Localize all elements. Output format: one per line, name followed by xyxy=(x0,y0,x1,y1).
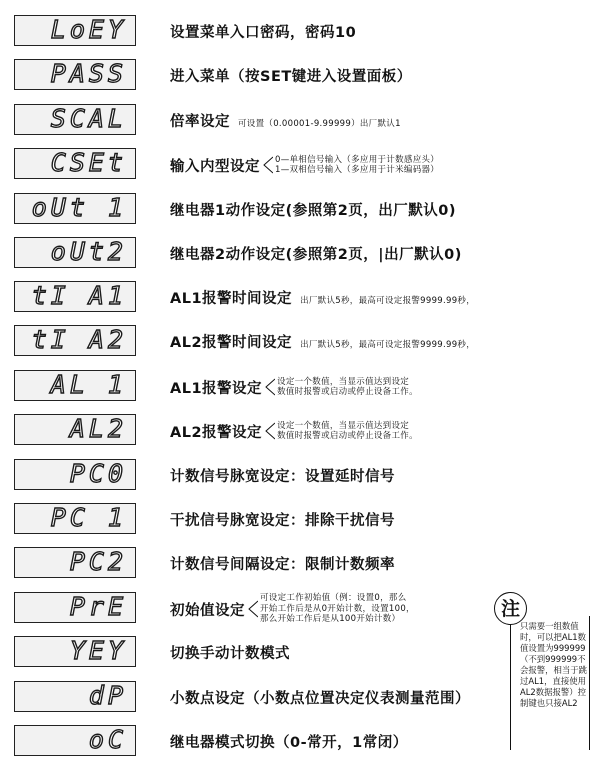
lcd-display xyxy=(14,370,136,401)
lcd-code: LoEY xyxy=(50,15,127,44)
lcd-display xyxy=(14,725,136,756)
row-description: 切换手动计数模式 xyxy=(170,646,290,662)
row-description xyxy=(170,587,415,631)
menu-row xyxy=(0,320,615,364)
bracket-icon xyxy=(263,155,273,175)
menu-row xyxy=(0,54,615,98)
lcd-display xyxy=(14,193,136,224)
row-title: AL1报警设定 xyxy=(170,380,263,397)
menu-row xyxy=(0,542,615,586)
row-description: 小数点设定（小数点位置决定仪表测量范围） xyxy=(170,691,470,707)
row-note: 可设置（0.00001-9.99999）出厂默认1 xyxy=(238,119,401,129)
lcd-code: YEY xyxy=(69,636,127,665)
lcd-code: PASS xyxy=(50,59,127,88)
bracket-icon xyxy=(248,599,258,619)
menu-row xyxy=(0,10,615,54)
option-line: 开始工作后是从0开始计数，设置100， xyxy=(260,603,415,614)
option-line: 那么开始工作后是从100开始计数） xyxy=(260,614,401,625)
menu-row xyxy=(0,365,615,409)
row-note: 出厂默认5秒，最高可设定报警9999.99秒， xyxy=(300,296,476,306)
row-description: 计数信号间隔设定：限制计数频率 xyxy=(170,557,395,573)
option-lines xyxy=(277,421,418,442)
row-description: 干扰信号脉宽设定：排除干扰信号 xyxy=(170,513,395,529)
lcd-code: PC2 xyxy=(69,547,127,576)
lcd-display xyxy=(14,15,136,46)
option-lines xyxy=(277,377,418,398)
row-title: 倍率设定 xyxy=(170,114,230,130)
lcd-display xyxy=(14,503,136,534)
row-description xyxy=(170,287,475,308)
row-description: 计数信号脉宽设定：设置延时信号 xyxy=(170,469,395,485)
lcd-code: oUt 1 xyxy=(31,193,127,222)
row-description: 继电器模式切换（0-常开，1常闭） xyxy=(170,735,408,751)
menu-row xyxy=(0,498,615,542)
option-line: 可设定工作初始值（例：设置0，那么 xyxy=(260,593,407,604)
lcd-code: AL2 xyxy=(69,414,127,443)
lcd-display xyxy=(14,414,136,445)
lcd-display xyxy=(14,681,136,712)
lcd-display xyxy=(14,104,136,135)
row-note: 出厂默认5秒，最高可设定报警9999.99秒， xyxy=(300,340,476,350)
option-line: 0—单相信号输入（多应用于计数感应头） xyxy=(275,154,440,165)
row-title: AL2报警时间设定 xyxy=(170,335,293,351)
option-line: 数值时报警或启动或停止设备工作。 xyxy=(277,431,418,441)
lcd-display xyxy=(14,281,136,312)
row-description xyxy=(170,110,401,131)
menu-row xyxy=(0,188,615,232)
row-description xyxy=(170,365,418,409)
row-description: 进入菜单（按SET键进入设置面板） xyxy=(170,69,412,85)
row-description: 继电器2动作设定(参照第2页，|出厂默认0) xyxy=(170,247,462,263)
lcd-code: PrE xyxy=(69,592,127,621)
lcd-display xyxy=(14,59,136,90)
lcd-display xyxy=(14,148,136,179)
lcd-code: PC 1 xyxy=(50,503,127,532)
menu-row xyxy=(0,276,615,320)
bracket-icon xyxy=(265,421,275,441)
lcd-code: oUt2 xyxy=(50,237,127,266)
lcd-display xyxy=(14,237,136,268)
row-title: AL1报警时间设定 xyxy=(170,291,293,307)
lcd-code: SCAL xyxy=(50,104,127,133)
note-badge: 注 xyxy=(494,592,527,625)
row-description: 继电器1动作设定(参照第2页，出厂默认0) xyxy=(170,203,457,219)
lcd-display xyxy=(14,547,136,578)
lcd-code: oC xyxy=(88,725,127,754)
lcd-code: tI A2 xyxy=(31,325,127,354)
row-title: 输入内型设定 xyxy=(170,158,260,175)
row-title: AL2报警设定 xyxy=(170,424,263,441)
option-lines xyxy=(275,155,439,176)
row-title: 初始值设定 xyxy=(170,602,245,619)
menu-row xyxy=(0,454,615,498)
option-line: 1—双相信号输入（多应用于计米编码器） xyxy=(275,165,440,175)
lcd-display xyxy=(14,325,136,356)
lcd-code: PC0 xyxy=(69,459,127,488)
menu-row xyxy=(0,409,615,453)
lcd-display xyxy=(14,636,136,667)
lcd-code: CSEt xyxy=(50,148,127,177)
row-description xyxy=(170,331,475,352)
bracket-icon xyxy=(265,377,275,397)
row-description xyxy=(170,143,439,187)
menu-row xyxy=(0,143,615,187)
lcd-code: tI A1 xyxy=(31,281,127,310)
menu-row xyxy=(0,232,615,276)
lcd-code: AL 1 xyxy=(50,370,127,399)
option-line: 数值时报警或启动或停止设备工作。 xyxy=(277,387,418,397)
lcd-display xyxy=(14,592,136,623)
menu-row xyxy=(0,99,615,143)
option-line: 设定一个数值，当显示值达到设定 xyxy=(277,376,410,387)
side-note-text: 只需要一组数值时，可以把AL1数值设置为999999（不到999999不会报警，相当于跳过AL1，直接使用AL2数据报警）控制键也只接AL2 xyxy=(520,621,587,708)
row-description: 设置菜单入口密码，密码10 xyxy=(170,25,357,41)
row-description xyxy=(170,409,418,453)
lcd-code: dP xyxy=(88,681,127,710)
option-line: 设定一个数值，当显示值达到设定 xyxy=(277,420,410,431)
lcd-display xyxy=(14,459,136,490)
option-lines xyxy=(260,593,415,625)
